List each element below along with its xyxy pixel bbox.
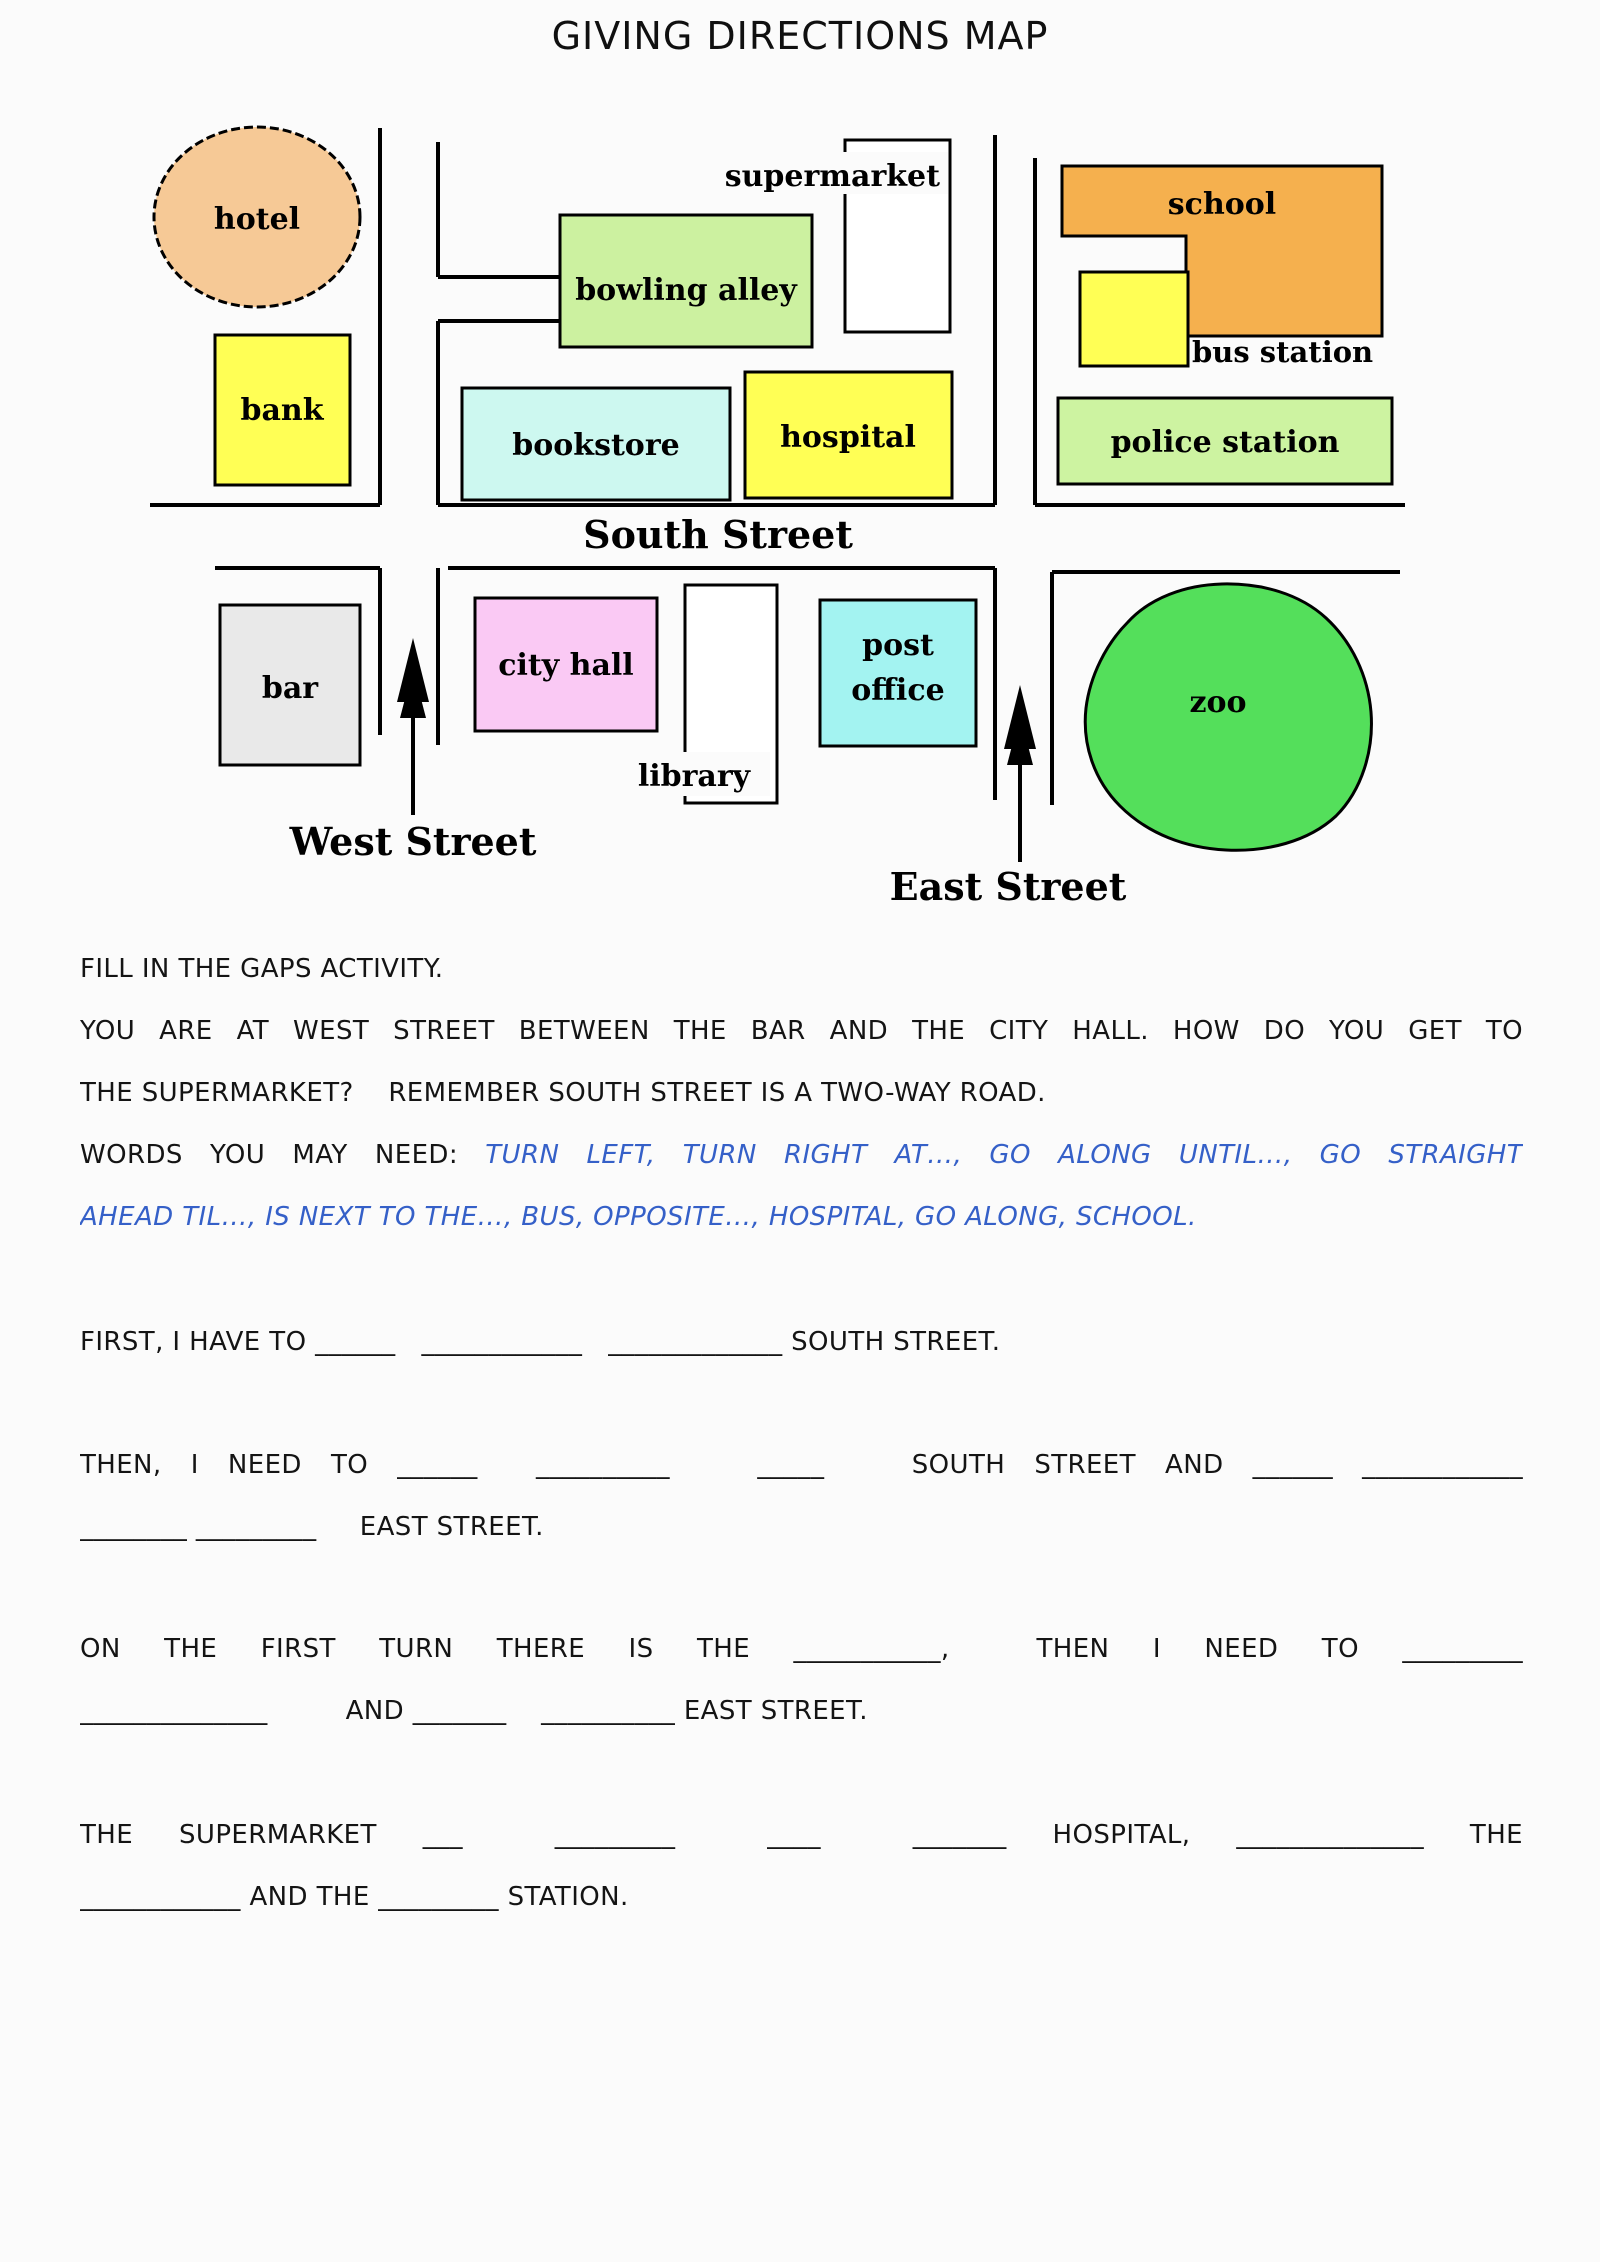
directions-map [0,0,1600,930]
bank-label: bank [240,393,324,428]
library-label: library [637,759,751,794]
gap-line-first-turn-2: ______________ AND _______ __________ EAST STREET. [80,1696,868,1726]
bookstore-label: bookstore [512,428,680,463]
post-office-label-line1: post [862,628,934,663]
intro-line-1: YOU ARE AT WEST STREET BETWEEN THE BAR AND THE CITY HALL. HOW DO YOU GET TO [80,1016,1523,1046]
gap-line-supermarket-2: ____________ AND THE _________ STATION. [80,1882,629,1912]
page-title: GIVING DIRECTIONS MAP [551,14,1049,58]
south-street-label: South Street [583,512,853,557]
intro-line-2: THE SUPERMARKET? REMEMBER SOUTH STREET IS A TWO-WAY ROAD. [80,1078,1046,1108]
activity-heading: FILL IN THE GAPS ACTIVITY. [80,954,444,984]
post-office-label-line2: office [851,673,945,708]
west-street-label: West Street [289,819,537,864]
east-street-label: East Street [889,864,1127,909]
gap-line-supermarket-1: THE SUPERMARKET ___ _________ ____ _______ HOSPITAL, ______________ THE [80,1820,1523,1850]
bowling-alley-label: bowling alley [575,273,797,308]
gap-line-then-1: THEN, I NEED TO ______ __________ _____ SOUTH STREET AND ______ ____________ [80,1450,1523,1480]
gap-line-first-turn-1: ON THE FIRST TURN THERE IS THE ___________, THEN I NEED TO _________ [80,1634,1523,1664]
police-station-label: police station [1110,425,1340,460]
city-hall-label: city hall [498,648,634,683]
bar-label: bar [261,671,319,706]
words-needed-blue-1: TURN LEFT, TURN RIGHT AT…, GO ALONG UNTIL…, GO STRAIGHT [485,1140,1523,1170]
bus-station-shape [1080,272,1188,366]
hotel-label: hotel [213,202,301,237]
words-needed-label: WORDS YOU MAY NEED: [80,1140,486,1170]
gap-line-then-2: ________ _________ EAST STREET. [80,1512,544,1542]
bus-station-label: bus station [1192,335,1374,369]
supermarket-label: supermarket [724,159,940,194]
east-street-arrow [1004,685,1036,862]
school-label: school [1167,187,1277,222]
words-needed-line-2: AHEAD TIL…, IS NEXT TO THE…, BUS, OPPOSITE…, HOSPITAL, GO ALONG, SCHOOL. [80,1202,1197,1232]
hospital-label: hospital [780,420,916,455]
west-street-arrow [397,638,429,815]
zoo-label: zoo [1189,685,1247,720]
words-needed-line-1 [80,1138,1523,1180]
gap-line-first: FIRST, I HAVE TO ______ ____________ _____________ SOUTH STREET. [80,1327,1001,1357]
